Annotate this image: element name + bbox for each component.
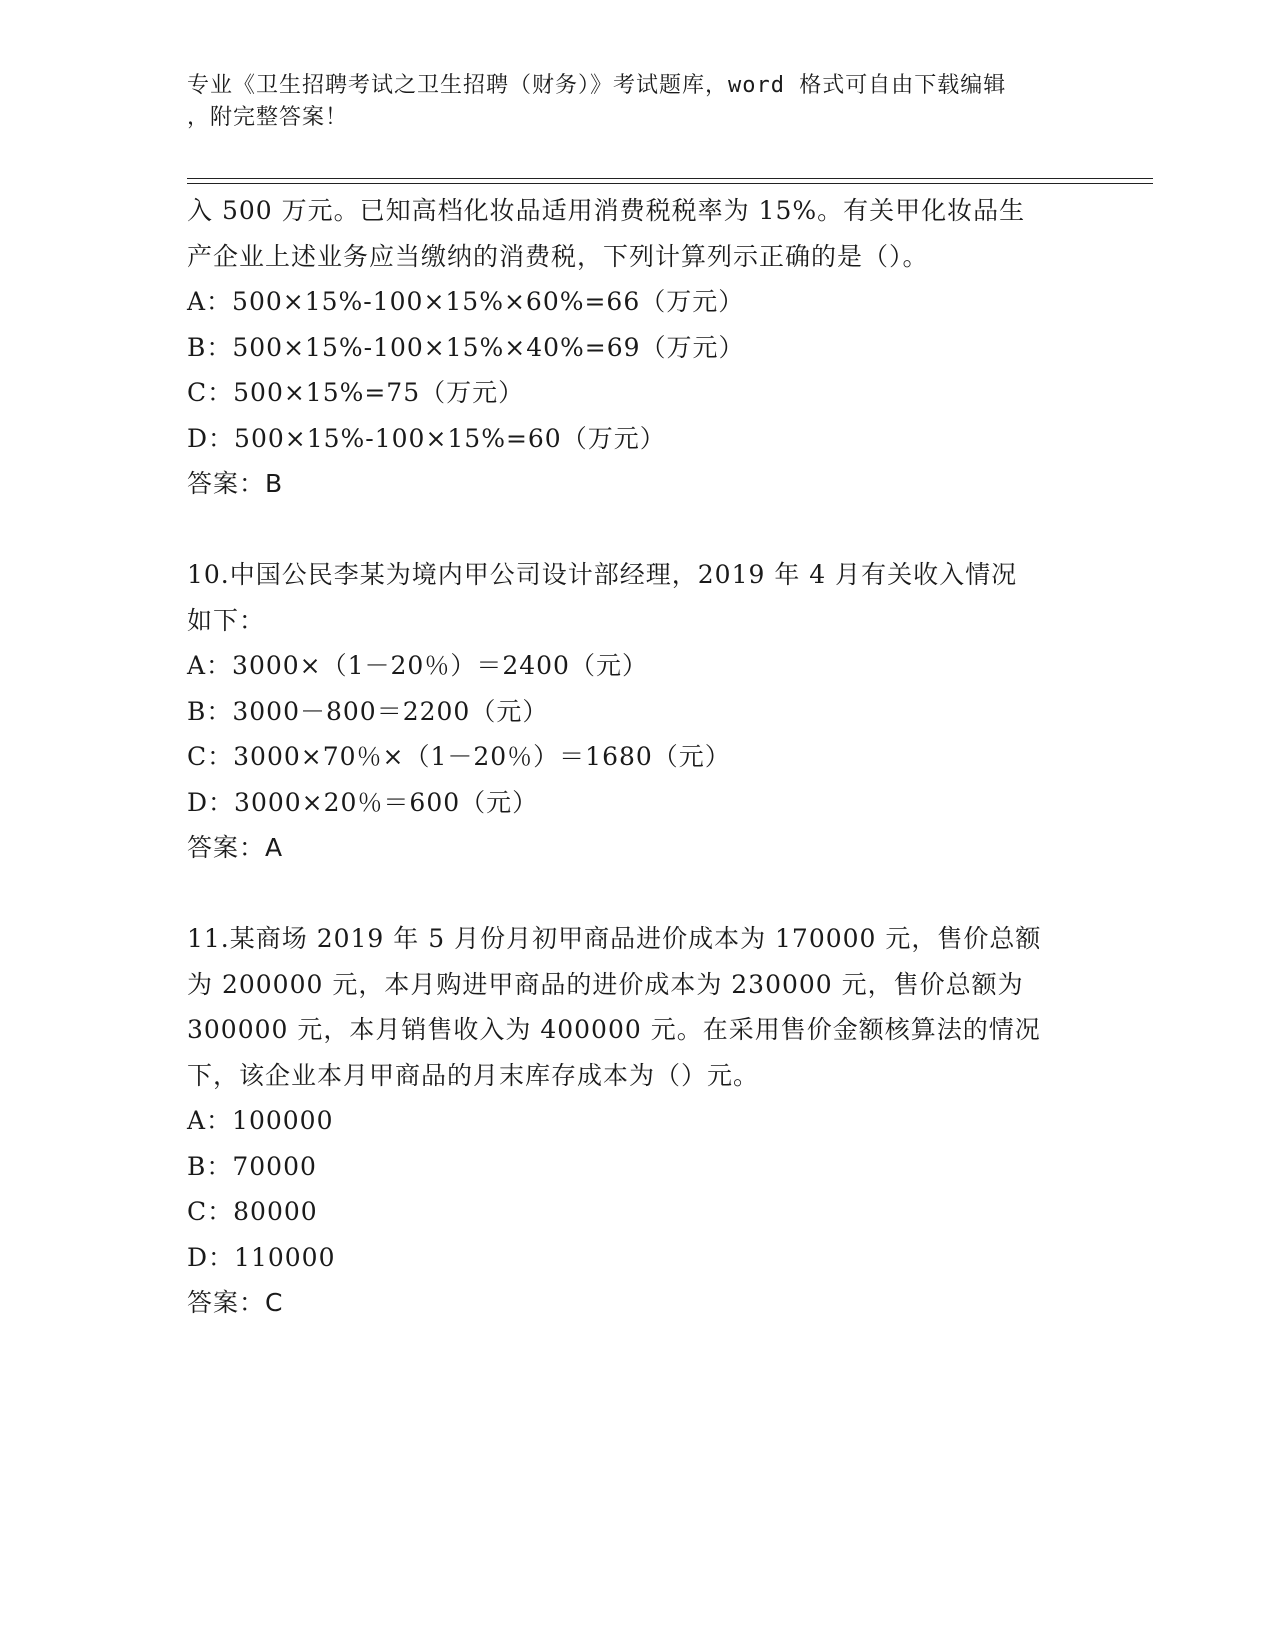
question-text-line: 10.中国公民李某为境内甲公司设计部经理，2019 年 4 月有关收入情况	[187, 560, 1018, 589]
option-c: C：80000	[187, 1197, 318, 1226]
answer-label: 答案：C	[187, 1288, 284, 1317]
header-title-line-2: ，附完整答案！	[187, 105, 349, 130]
option-d: D：110000	[187, 1242, 336, 1272]
header-divider-bottom	[187, 183, 1153, 184]
option-d: D：3000×20％＝600（元）	[187, 787, 539, 817]
question-text-line: 下，该企业本月甲商品的月末库存成本为（）元。	[187, 1060, 760, 1090]
option-c: C：500×15%=75（万元）	[187, 378, 525, 407]
answer-label: 答案：A	[187, 833, 284, 862]
document-header	[187, 70, 1087, 134]
option-b: B：70000	[187, 1151, 317, 1181]
question-text-line: 入 500 万元。已知高档化妆品适用消费税税率为 15%。有关甲化妆品生	[187, 196, 1026, 225]
option-b: B：3000－800＝2200（元）	[187, 696, 549, 726]
question-text-line: 11.某商场 2019 年 5 月份月初甲商品进价成本为 170000 元，售价总额	[187, 924, 1042, 953]
option-a: A：100000	[187, 1106, 334, 1135]
option-a: A：3000×（1－20％）＝2400（元）	[187, 651, 648, 680]
question-spacer	[187, 871, 1087, 917]
question-text-line: 为 200000 元，本月购进甲商品的进价成本为 230000 元，售价总额为	[187, 969, 1024, 999]
answer-label: 答案：B	[187, 469, 284, 498]
question-11	[187, 916, 1087, 1326]
option-c: C：3000×70％×（1－20％）＝1680（元）	[187, 742, 731, 771]
question-10	[187, 552, 1087, 871]
question-text-line: 产企业上述业务应当缴纳的消费税，下列计算列示正确的是（）。	[187, 241, 929, 271]
question-text-line: 如下：	[187, 605, 266, 635]
question-9	[187, 188, 1087, 507]
question-spacer	[187, 507, 1087, 553]
option-a: A：500×15%-100×15%×60%=66（万元）	[187, 287, 745, 316]
question-text-line: 300000 元，本月销售收入为 400000 元。在采用售价金额核算法的情况	[187, 1015, 1041, 1044]
header-divider-top	[187, 178, 1153, 179]
option-d: D：500×15%-100×15%=60（万元）	[187, 423, 666, 453]
document-body	[187, 188, 1087, 1326]
header-title-line: 专业《卫生招聘考试之卫生招聘（财务）》考试题库，word 格式可自由下载编辑	[187, 73, 1007, 98]
option-b: B：500×15%-100×15%×40%=69（万元）	[187, 332, 745, 362]
